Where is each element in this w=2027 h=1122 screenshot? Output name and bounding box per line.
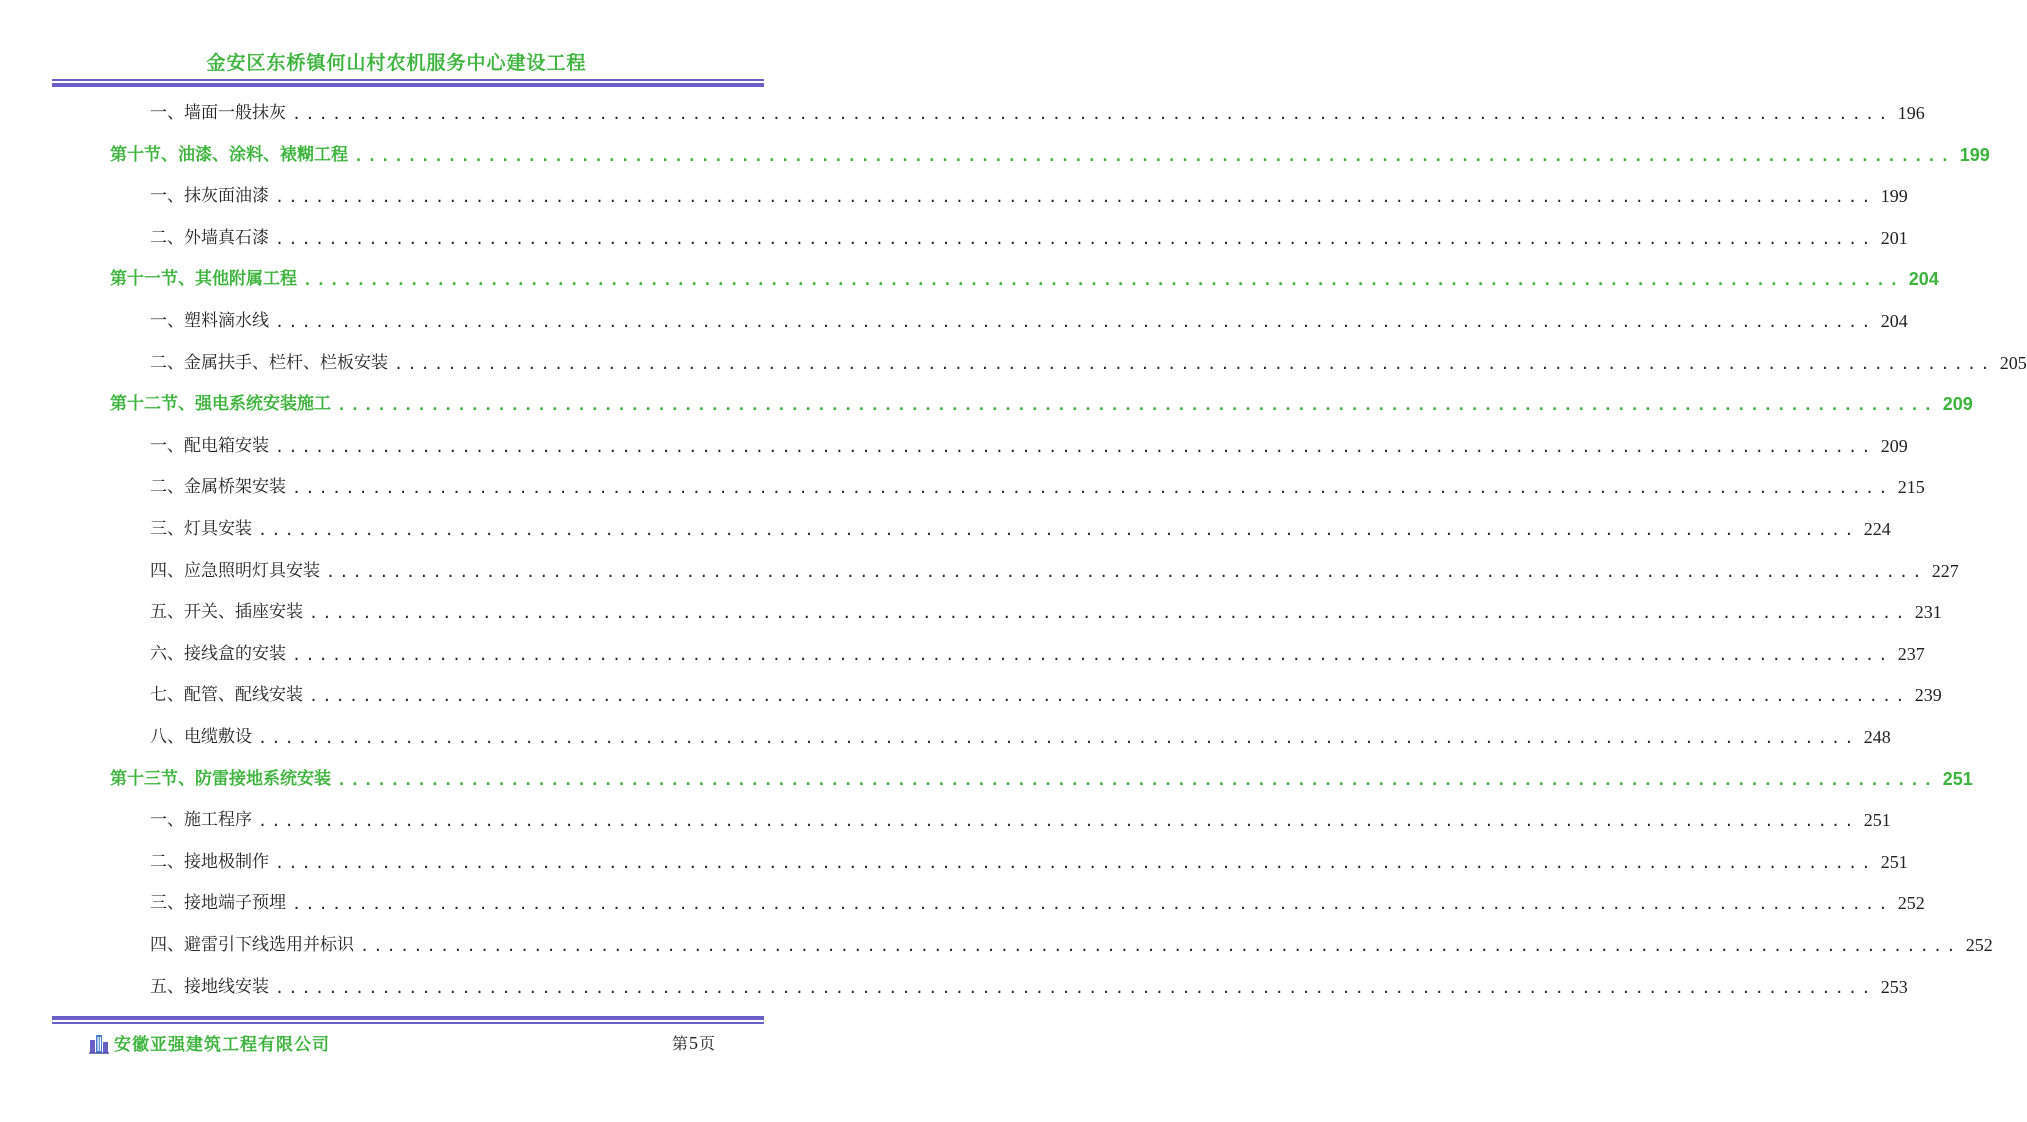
toc-section-entry[interactable]	[110, 262, 1939, 290]
toc-entry-label: 五、接地线安装	[150, 976, 269, 997]
toc-dot-leader: ........................................................................................................................	[275, 853, 1875, 872]
toc-subsection-entry[interactable]	[150, 928, 1993, 956]
toc-subsection-entry[interactable]	[150, 470, 1925, 498]
footer-company	[88, 1030, 330, 1055]
toc-entry-page: 253	[1880, 976, 1908, 997]
toc-dot-leader: ........................................................................................................................	[309, 604, 1909, 623]
toc-entry-label: 三、接地端子预埋	[150, 893, 286, 914]
header-title: 金安区东桥镇何山村农机服务中心建设工程	[206, 52, 587, 74]
toc-entry-page: 199	[1880, 186, 1908, 207]
toc-dot-leader: ........................................................................................................................	[360, 937, 1960, 955]
toc-entry-label: 二、外墙真石漆	[150, 227, 269, 248]
page-suffix: 页	[698, 1034, 715, 1053]
toc-entry-label: 八、电缆敷设	[150, 727, 252, 747]
toc-entry-page: 239	[1914, 685, 1942, 706]
toc-entry-page: 251	[1880, 851, 1908, 872]
toc-entry-page: 251	[1942, 768, 1973, 789]
company-name: 安徽亚强建筑工程有限公司	[114, 1035, 330, 1055]
toc-dot-leader: ........................................................................................................................	[292, 479, 1892, 498]
toc-entry-page: 196	[1897, 103, 1925, 123]
toc-entry-label: 三、灯具安装	[150, 519, 252, 539]
toc-subsection-entry[interactable]	[150, 803, 1891, 831]
toc-subsection-entry[interactable]	[150, 720, 1891, 748]
toc-subsection-entry[interactable]	[150, 970, 1908, 998]
header-rule-thin	[52, 79, 764, 81]
toc-dot-leader: ........................................................................................................................	[337, 396, 1937, 415]
page-prefix: 第	[671, 1034, 688, 1053]
toc-subsection-entry[interactable]	[150, 512, 1891, 540]
toc-entry-page: 209	[1880, 435, 1908, 456]
toc-entry-label: 第十三节、防雷接地系统安装	[110, 768, 331, 789]
header-rule-thick	[52, 83, 764, 87]
toc-entry-label: 六、接线盒的安装	[150, 643, 286, 664]
toc-dot-leader: ........................................................................................................................	[275, 437, 1875, 456]
toc-entry-label: 二、接地极制作	[150, 851, 269, 872]
toc-dot-leader: ........................................................................................................................	[275, 313, 1875, 331]
toc-entry-page: 224	[1863, 519, 1891, 539]
page-number	[672, 1031, 715, 1054]
toc-dot-leader: ........................................................................................................................	[275, 978, 1875, 997]
toc-entry-label: 一、施工程序	[150, 810, 252, 831]
toc-section-entry[interactable]	[110, 387, 1973, 415]
toc-subsection-entry[interactable]	[150, 179, 1908, 207]
toc-subsection-entry[interactable]	[150, 221, 1908, 249]
toc-dot-leader: ........................................................................................................................	[258, 729, 1858, 747]
toc-entry-label: 二、金属扶手、栏杆、栏板安装	[150, 352, 388, 373]
toc-dot-leader: ........................................................................................................................	[394, 354, 1994, 373]
toc-subsection-entry[interactable]	[150, 304, 1908, 332]
toc-dot-leader: ........................................................................................................................	[275, 229, 1875, 248]
toc-dot-leader: ........................................................................................................................	[292, 105, 1892, 123]
toc-entry-page: 209	[1942, 394, 1973, 415]
toc-entry-page: 215	[1897, 477, 1925, 498]
toc-entry-page: 248	[1863, 727, 1891, 747]
toc-subsection-entry[interactable]	[150, 96, 1925, 124]
toc-entry-label: 七、配管、配线安装	[150, 685, 303, 706]
toc-dot-leader: ........................................................................................................................	[258, 812, 1858, 831]
footer-rule-thin	[52, 1022, 764, 1024]
toc-subsection-entry[interactable]	[150, 845, 1908, 873]
toc-subsection-entry[interactable]	[150, 554, 1959, 582]
toc-dot-leader: ........................................................................................................................	[309, 687, 1909, 706]
toc-entry-page: 204	[1880, 311, 1908, 331]
toc-dot-leader: ........................................................................................................................	[354, 146, 1954, 165]
toc-entry-label: 第十节、油漆、涂料、裱糊工程	[110, 144, 348, 165]
toc-entry-label: 四、应急照明灯具安装	[150, 560, 320, 581]
toc-entry-page: 237	[1897, 643, 1925, 664]
toc-dot-leader: ........................................................................................................................	[292, 645, 1892, 664]
toc-entry-label: 第十二节、强电系统安装施工	[110, 394, 331, 415]
toc-dot-leader: ........................................................................................................................	[258, 521, 1858, 539]
toc-entry-label: 二、金属桥架安装	[150, 477, 286, 498]
toc-entry-label: 一、塑料滴水线	[150, 311, 269, 331]
toc-entry-label: 四、避雷引下线选用并标识	[150, 935, 354, 955]
toc-subsection-entry[interactable]	[150, 595, 1942, 623]
toc-entry-label: 一、配电箱安装	[150, 435, 269, 456]
toc-entry-page: 231	[1914, 602, 1942, 623]
toc-entry-page: 252	[1965, 935, 1993, 955]
toc-dot-leader: ........................................................................................................................	[303, 271, 1903, 290]
toc-dot-leader: ........................................................................................................................	[292, 895, 1892, 914]
toc-subsection-entry[interactable]	[150, 637, 1925, 665]
toc-entry-label: 一、墙面一般抹灰	[150, 103, 286, 123]
toc-entry-page: 201	[1880, 227, 1908, 248]
toc-subsection-entry[interactable]	[150, 346, 2027, 374]
toc-subsection-entry[interactable]	[150, 678, 1942, 706]
toc-entry-label: 一、抹灰面油漆	[150, 186, 269, 207]
page-number-value: 5	[688, 1033, 698, 1053]
toc-subsection-entry[interactable]	[150, 429, 1908, 457]
toc-dot-leader: ........................................................................................................................	[326, 562, 1926, 581]
toc-section-entry[interactable]	[110, 138, 1990, 166]
toc-section-entry[interactable]	[110, 762, 1973, 790]
toc-entry-page: 204	[1908, 269, 1939, 290]
toc-entry-page: 252	[1897, 893, 1925, 914]
toc-dot-leader: ........................................................................................................................	[337, 770, 1937, 789]
building-icon	[88, 1032, 110, 1054]
toc-entry-page: 227	[1931, 560, 1959, 581]
toc-entry-page: 199	[1959, 144, 1990, 165]
toc-subsection-entry[interactable]	[150, 886, 1925, 914]
footer-rule-thick	[52, 1016, 764, 1020]
toc-entry-page: 205	[1999, 352, 2027, 373]
toc-entry-label: 第十一节、其他附属工程	[110, 269, 297, 290]
toc-entry-page: 251	[1863, 810, 1891, 831]
toc-dot-leader: ........................................................................................................................	[275, 188, 1875, 207]
toc-entry-label: 五、开关、插座安装	[150, 602, 303, 623]
